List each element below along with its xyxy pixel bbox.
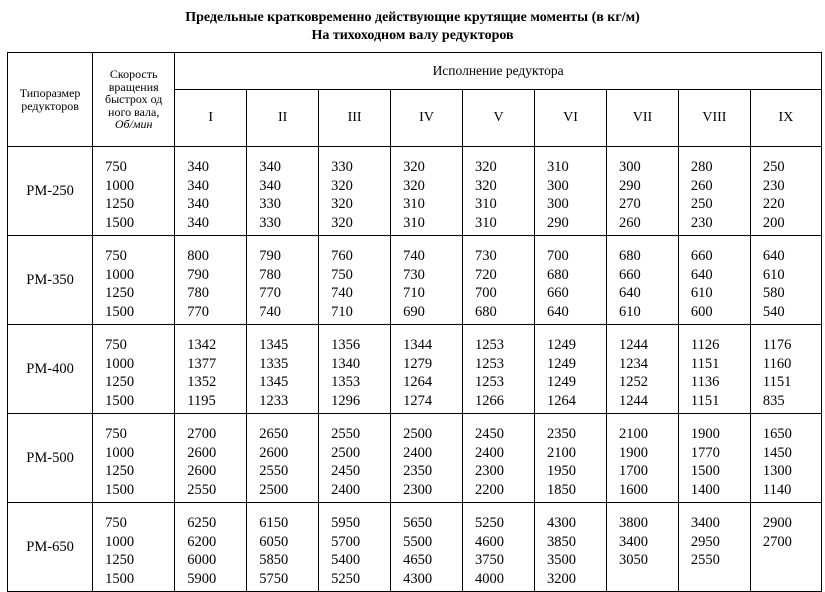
header-variant: VIII xyxy=(678,90,750,147)
torque-value: 1353 xyxy=(331,374,361,390)
torque-value: 5900 xyxy=(187,570,217,587)
torque-value: 340 xyxy=(187,196,209,212)
torque-cell xyxy=(535,147,607,236)
torque-value: 2600 xyxy=(259,444,289,461)
torque-value: 1252 xyxy=(618,374,648,390)
speed-value: 1000 xyxy=(105,266,135,283)
torque-value: 5500 xyxy=(403,533,433,550)
torque-cell xyxy=(391,147,463,236)
header-speed xyxy=(93,53,175,147)
torque-value: 1352 xyxy=(187,374,217,390)
model-cell: РМ-250 xyxy=(8,147,93,236)
torque-value: 2900 xyxy=(762,515,792,531)
torque-value: 740 xyxy=(331,285,353,301)
torque-value: 1900 xyxy=(618,444,648,461)
model-cell: РМ-350 xyxy=(8,236,93,325)
torque-value: 780 xyxy=(187,285,209,301)
torque-value: 2500 xyxy=(403,426,433,442)
torque-value: 230 xyxy=(762,177,785,194)
torque-value: 640 xyxy=(762,248,785,264)
torque-value: 710 xyxy=(403,285,425,301)
speed-value: 1000 xyxy=(105,355,135,372)
torque-value: 330 xyxy=(259,196,281,212)
torque-value: 1377 xyxy=(187,355,217,372)
torque-cell xyxy=(391,414,463,503)
torque-cell xyxy=(606,325,678,414)
torque-value: 2950 xyxy=(690,533,720,550)
torque-value: 3050 xyxy=(618,552,648,568)
speed-value: 750 xyxy=(105,337,127,353)
torque-cell xyxy=(750,147,821,236)
torque-value: 2500 xyxy=(331,444,361,461)
torque-value: 6250 xyxy=(187,515,217,531)
header-variant: IX xyxy=(750,90,821,147)
torque-value: 300 xyxy=(547,196,569,212)
torque-cell xyxy=(247,236,319,325)
speed-value: 1000 xyxy=(105,444,135,461)
torque-value: 1151 xyxy=(690,355,720,372)
torque-cell xyxy=(750,236,821,325)
torque-value: 1264 xyxy=(403,374,433,390)
torque-value: 270 xyxy=(618,196,641,212)
torque-value: 4600 xyxy=(475,533,505,550)
torque-value: 1253 xyxy=(475,337,505,353)
torque-cell xyxy=(678,147,750,236)
torque-cell xyxy=(175,325,247,414)
torque-value: 790 xyxy=(259,248,281,264)
torque-value: 2600 xyxy=(187,444,217,461)
torque-cell xyxy=(535,325,607,414)
torque-value: 2700 xyxy=(187,426,217,442)
torque-value: 835 xyxy=(762,392,785,409)
torque-value: 1279 xyxy=(403,355,433,372)
torque-value: 2550 xyxy=(187,481,217,498)
torque-value: 5950 xyxy=(331,515,361,531)
speed-value: 1000 xyxy=(105,177,135,194)
torque-value: 700 xyxy=(547,248,569,264)
torque-table xyxy=(7,52,822,592)
torque-value: 250 xyxy=(690,196,713,212)
torque-cell xyxy=(247,147,319,236)
torque-value: 310 xyxy=(475,196,497,212)
page-title: Предельные кратковременно действующие крутящие моменты (в кг/м) xyxy=(185,10,640,25)
torque-value: 2400 xyxy=(331,481,361,498)
torque-value: 2100 xyxy=(618,426,648,442)
torque-value: 1340 xyxy=(331,355,361,372)
header-variant: II xyxy=(247,90,319,147)
torque-value: 690 xyxy=(403,303,425,320)
torque-value: 640 xyxy=(547,303,569,320)
torque-value: 1176 xyxy=(762,337,792,353)
speed-cell xyxy=(93,147,175,236)
torque-value: 320 xyxy=(475,159,497,175)
header-variant: I xyxy=(175,90,247,147)
torque-cell xyxy=(750,503,821,592)
torque-value: 280 xyxy=(690,159,713,175)
torque-value: 2400 xyxy=(403,444,433,461)
torque-value: 1234 xyxy=(618,355,648,372)
torque-value: 1296 xyxy=(331,392,361,409)
speed-cell xyxy=(93,414,175,503)
torque-value: 1151 xyxy=(762,374,792,390)
torque-value: 1400 xyxy=(690,481,720,498)
torque-cell xyxy=(678,414,750,503)
table-row xyxy=(8,325,822,414)
speed-cell xyxy=(93,503,175,592)
header-speed-line: ного вала, xyxy=(108,104,160,119)
speed-value: 1500 xyxy=(105,303,135,320)
speed-value: 1000 xyxy=(105,533,135,550)
header-variant: VI xyxy=(535,90,607,147)
torque-value: 5650 xyxy=(403,515,433,531)
torque-value: 320 xyxy=(331,177,353,194)
torque-value: 720 xyxy=(475,266,497,283)
torque-value: 4300 xyxy=(403,570,433,587)
torque-value: 3750 xyxy=(475,552,505,568)
torque-cell xyxy=(391,325,463,414)
torque-value: 5850 xyxy=(259,552,289,568)
speed-value: 1250 xyxy=(105,463,135,479)
torque-value: 340 xyxy=(187,177,209,194)
torque-value: 1253 xyxy=(475,355,505,372)
speed-value: 1250 xyxy=(105,374,135,390)
torque-value: 660 xyxy=(690,248,713,264)
torque-value: 1140 xyxy=(762,481,792,498)
torque-value: 740 xyxy=(403,248,425,264)
torque-value: 2400 xyxy=(475,444,505,461)
torque-cell xyxy=(319,236,391,325)
table-row xyxy=(8,414,822,503)
torque-value: 310 xyxy=(403,196,425,212)
torque-value: 1650 xyxy=(762,426,792,442)
torque-value: 3400 xyxy=(618,533,648,550)
torque-value: 1335 xyxy=(259,355,289,372)
torque-value: 2450 xyxy=(475,426,505,442)
torque-cell xyxy=(606,147,678,236)
torque-value: 1900 xyxy=(690,426,720,442)
torque-value: 610 xyxy=(762,266,785,283)
torque-value: 730 xyxy=(475,248,497,264)
torque-value: 310 xyxy=(547,159,569,175)
header-speed-line: Скорость xyxy=(109,67,158,82)
torque-value: 260 xyxy=(690,177,713,194)
torque-value: 1233 xyxy=(259,392,289,409)
torque-value: 2200 xyxy=(475,481,505,498)
header-speed-unit: Об/мин xyxy=(114,117,153,132)
torque-cell xyxy=(319,147,391,236)
table-row xyxy=(8,236,822,325)
speed-value: 750 xyxy=(105,515,127,531)
speed-value: 750 xyxy=(105,426,127,442)
torque-value: 710 xyxy=(331,303,353,320)
torque-value: 340 xyxy=(259,159,281,175)
torque-value: 1950 xyxy=(547,463,576,479)
torque-value: 610 xyxy=(690,285,713,301)
torque-value: 4000 xyxy=(475,570,505,587)
torque-cell xyxy=(606,414,678,503)
torque-value: 5750 xyxy=(259,570,289,587)
torque-value: 1264 xyxy=(547,392,576,409)
torque-cell xyxy=(535,503,607,592)
torque-cell xyxy=(175,414,247,503)
torque-value: 1345 xyxy=(259,337,289,353)
torque-value: 1700 xyxy=(618,463,648,479)
header-speed-line: вращения xyxy=(108,79,159,94)
header-type-size xyxy=(8,53,93,147)
torque-value: 300 xyxy=(547,177,569,194)
torque-value: 700 xyxy=(475,285,497,301)
speed-value: 1500 xyxy=(105,570,135,587)
torque-cell xyxy=(391,236,463,325)
torque-cell xyxy=(319,325,391,414)
torque-value: 250 xyxy=(762,159,785,175)
torque-value: 1344 xyxy=(403,337,433,353)
torque-value: 2500 xyxy=(259,481,289,498)
torque-cell xyxy=(463,414,535,503)
header-type-size-line: Типоразмер xyxy=(19,85,81,100)
torque-value: 1342 xyxy=(187,337,217,353)
torque-value: 640 xyxy=(618,285,641,301)
torque-value: 290 xyxy=(618,177,641,194)
torque-value: 300 xyxy=(618,159,641,175)
torque-value: 5700 xyxy=(331,533,361,550)
torque-value: 760 xyxy=(331,248,353,264)
torque-value: 680 xyxy=(475,303,497,320)
torque-value: 770 xyxy=(259,285,281,301)
torque-value: 3800 xyxy=(618,515,648,531)
torque-value: 6200 xyxy=(187,533,217,550)
torque-cell xyxy=(319,503,391,592)
torque-value: 3200 xyxy=(547,570,576,587)
torque-value: 6000 xyxy=(187,552,217,568)
torque-value: 1160 xyxy=(762,355,792,372)
torque-value: 330 xyxy=(331,159,353,175)
torque-value: 800 xyxy=(187,248,209,264)
torque-cell xyxy=(463,236,535,325)
speed-value: 1250 xyxy=(105,552,135,568)
torque-cell xyxy=(175,503,247,592)
torque-value: 3500 xyxy=(547,552,576,568)
torque-value: 220 xyxy=(762,196,785,212)
torque-cell xyxy=(247,503,319,592)
torque-cell xyxy=(319,414,391,503)
torque-value: 2100 xyxy=(547,444,576,461)
torque-value: 790 xyxy=(187,266,209,283)
header-variant: VII xyxy=(606,90,678,147)
torque-cell xyxy=(463,147,535,236)
torque-value: 6050 xyxy=(259,533,289,550)
torque-cell xyxy=(463,503,535,592)
torque-value: 1345 xyxy=(259,374,289,390)
torque-value: 780 xyxy=(259,266,281,283)
torque-value: 1500 xyxy=(690,463,720,479)
torque-value: 680 xyxy=(618,248,641,264)
torque-value: 2550 xyxy=(331,426,361,442)
torque-value: 6150 xyxy=(259,515,289,531)
torque-value: 320 xyxy=(331,214,353,231)
torque-value: 2450 xyxy=(331,463,361,479)
torque-value: 1600 xyxy=(618,481,648,498)
torque-value: 540 xyxy=(762,303,785,320)
torque-value: 4300 xyxy=(547,515,576,531)
torque-value: 1249 xyxy=(547,374,576,390)
torque-value: 740 xyxy=(259,303,281,320)
speed-value: 1250 xyxy=(105,196,135,212)
model-cell: РМ-650 xyxy=(8,503,93,592)
table-row xyxy=(8,503,822,592)
torque-value: 1356 xyxy=(331,337,361,353)
torque-value: 2650 xyxy=(259,426,289,442)
torque-value: 2300 xyxy=(403,481,433,498)
torque-value: 5250 xyxy=(475,515,505,531)
torque-value: 1151 xyxy=(690,392,720,409)
torque-cell xyxy=(606,236,678,325)
torque-value: 1266 xyxy=(475,392,505,409)
torque-value: 1249 xyxy=(547,337,576,353)
torque-value: 290 xyxy=(547,214,569,231)
torque-value: 580 xyxy=(762,285,785,301)
torque-cell xyxy=(463,325,535,414)
torque-cell xyxy=(535,236,607,325)
torque-value: 1126 xyxy=(690,337,720,353)
torque-value: 260 xyxy=(618,214,641,231)
torque-value: 1850 xyxy=(547,481,576,498)
torque-cell xyxy=(750,325,821,414)
torque-value: 1253 xyxy=(475,374,505,390)
torque-cell xyxy=(678,503,750,592)
header-variant: V xyxy=(463,90,535,147)
torque-value: 1770 xyxy=(690,444,720,461)
torque-value: 730 xyxy=(403,266,425,283)
torque-value: 2300 xyxy=(475,463,505,479)
torque-cell xyxy=(247,414,319,503)
header-variant: IV xyxy=(391,90,463,147)
torque-value: 3850 xyxy=(547,533,576,550)
torque-value: 330 xyxy=(259,214,281,231)
speed-value: 1500 xyxy=(105,214,135,231)
header-speed-line: быстрох од xyxy=(105,92,163,107)
torque-cell xyxy=(175,236,247,325)
page-subtitle: На тихоходном валу редукторов xyxy=(311,28,514,43)
torque-value: 1244 xyxy=(618,337,648,353)
torque-value: 770 xyxy=(187,303,209,320)
speed-value: 750 xyxy=(105,248,127,264)
torque-value: 750 xyxy=(331,266,353,283)
torque-value: 600 xyxy=(690,303,713,320)
torque-value: 2550 xyxy=(690,552,720,568)
speed-cell xyxy=(93,325,175,414)
torque-cell xyxy=(678,325,750,414)
torque-value: 2550 xyxy=(259,463,289,479)
torque-value: 320 xyxy=(403,177,425,194)
torque-value: 2350 xyxy=(547,426,576,442)
header-variant-group: Исполнение редуктора xyxy=(175,53,822,90)
speed-value: 1500 xyxy=(105,481,135,498)
torque-value: 230 xyxy=(690,214,713,231)
model-cell: РМ-400 xyxy=(8,325,93,414)
torque-value: 1450 xyxy=(762,444,792,461)
torque-value: 660 xyxy=(618,266,641,283)
torque-value: 5250 xyxy=(331,570,361,587)
torque-cell xyxy=(606,503,678,592)
torque-value: 2600 xyxy=(187,463,217,479)
torque-value: 4650 xyxy=(403,552,433,568)
torque-value: 640 xyxy=(690,266,713,283)
torque-value: 1274 xyxy=(403,392,433,409)
torque-cell xyxy=(678,236,750,325)
torque-value: 2350 xyxy=(403,463,433,479)
torque-value: 660 xyxy=(547,285,569,301)
model-cell: РМ-500 xyxy=(8,414,93,503)
torque-value: 3400 xyxy=(690,515,720,531)
torque-value: 320 xyxy=(331,196,353,212)
torque-value: 310 xyxy=(403,214,425,231)
torque-value: 340 xyxy=(187,214,209,231)
header-variant: III xyxy=(319,90,391,147)
torque-value: 5400 xyxy=(331,552,361,568)
torque-cell xyxy=(175,147,247,236)
table-row xyxy=(8,147,822,236)
torque-cell xyxy=(750,414,821,503)
torque-value: 1244 xyxy=(618,392,648,409)
speed-value: 1500 xyxy=(105,392,135,409)
torque-value: 340 xyxy=(187,159,209,175)
torque-value: 1136 xyxy=(690,374,720,390)
torque-value: 310 xyxy=(475,214,497,231)
torque-cell xyxy=(391,503,463,592)
torque-value: 320 xyxy=(403,159,425,175)
speed-value: 1250 xyxy=(105,285,135,301)
torque-value: 1300 xyxy=(762,463,792,479)
torque-cell xyxy=(535,414,607,503)
torque-value: 680 xyxy=(547,266,569,283)
speed-cell xyxy=(93,236,175,325)
header-type-size-line: редукторов xyxy=(21,98,79,113)
torque-value: 2700 xyxy=(762,533,792,550)
torque-value: 200 xyxy=(762,214,785,231)
torque-value: 340 xyxy=(259,177,281,194)
torque-value: 320 xyxy=(475,177,497,194)
speed-value: 750 xyxy=(105,159,127,175)
torque-value: 610 xyxy=(618,303,641,320)
torque-cell xyxy=(247,325,319,414)
torque-value: 1249 xyxy=(547,355,576,372)
torque-value: 1195 xyxy=(187,392,216,409)
